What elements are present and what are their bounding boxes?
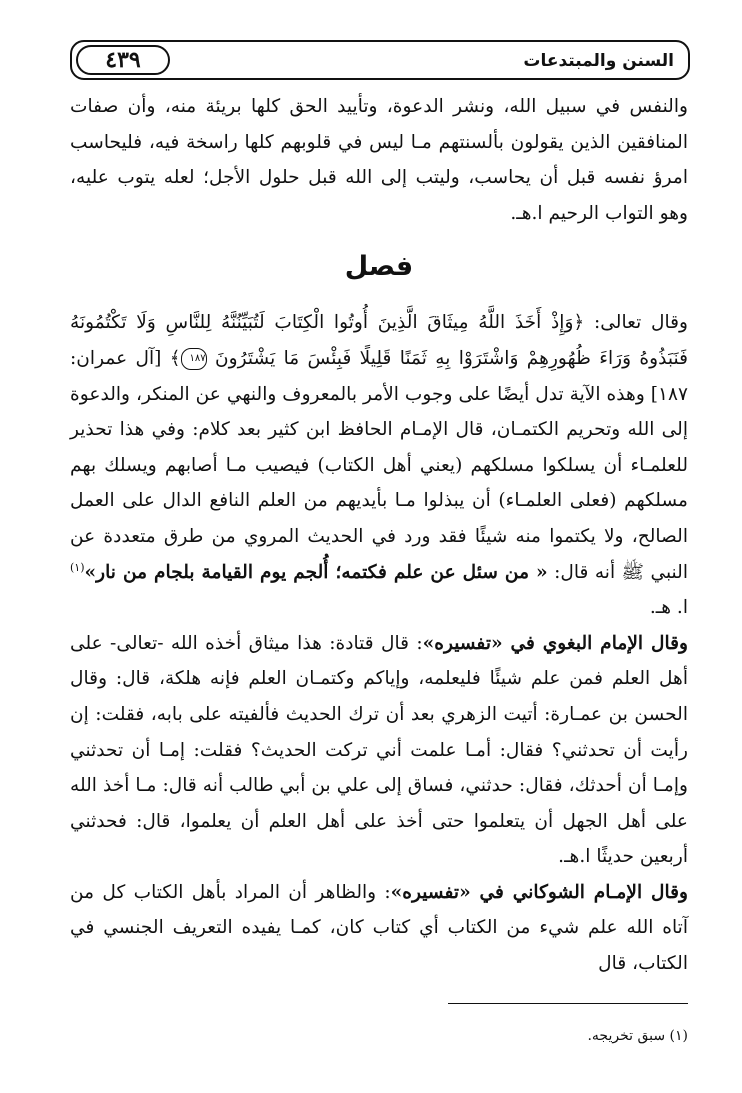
main-text	[70, 89, 688, 982]
paragraph-2-text: وهذه الآية تدل أيضًا على وجوب الأمر بالمعروف والنهي عن المنكر، والدعوة إلى الله وتحريم الكتمـان، قال الإمـام الحافظ ابن كثير بعد كلام: وفي هذا تحذير للعلمـاء أن يسلكوا مسلكهم (يعني أهل الكتاب) فيصيب مـا أصابهم ويسلك بهم مسلكهم (فعلى العلمـاء) أن يبذلوا مـا بأيديهم من العلم النافع الدال على العمل الصالح، ولا يكتموا منه شيئًا فقد ورد في الحديث المروي من طرق متعددة عن النبي ﷺ أنه قال:	[70, 383, 688, 583]
paragraph-3-lead: وقال الإمام البغوي في «تفسيره»	[422, 632, 688, 654]
paragraph-2	[70, 305, 688, 625]
footnote: (١) سبق تخريجه.	[587, 1028, 688, 1044]
section-heading: فصل	[344, 251, 414, 283]
page-header	[70, 40, 690, 80]
verse-citation: [آل عمران: ١٨٧]	[70, 347, 688, 405]
verse-close: ﴾	[169, 347, 181, 369]
paragraph-4-text: : والظاهر أن المراد بأهل الكتاب كل من آتاه الله علم شيء من الكتاب أي كتاب كان، كمـا يفيده التعريف الجنسي في الكتاب، قال	[70, 881, 688, 975]
paragraph-1: والنفس في سبيل الله، ونشر الدعوة، وتأييد الحق كلها بريئة منه، وأن صفات المنافقين الذين يقولون بألسنتهم مـا ليس في قلوبهم كلها راسخة فيه، فليحاسب امرؤ نفسه قبل أن يحاسب، وليتب إلى الله قبل حلول الأجل؛ لعله يتوب عليه، وهو التواب الرحيم ا.هـ.	[70, 96, 688, 224]
paragraph-4-lead: وقال الإمـام الشوكاني في «تفسيره»	[390, 881, 688, 903]
quran-verse: ﴿وَإِذْ أَخَذَ اللَّهُ مِيثَاقَ الَّذِينَ أُوتُوا الْكِتَابَ لَتُبَيِّنُنَّهُ لِلنَّاسِ وَلَا تَكْتُمُونَهُ فَنَبَذُوهُ وَرَاءَ ظُهُورِهِمْ وَاشْتَرَوْا بِهِ ثَمَنًا قَلِيلًا فَبِئْسَ مَا يَشْتَرُونَ	[70, 312, 688, 369]
running-title: السنن والمبتدعات	[523, 51, 674, 71]
page-number: ٤٣٩	[76, 45, 170, 75]
paragraph-4	[70, 875, 688, 982]
paragraph-2-end: ا. هـ.	[649, 597, 688, 619]
ayah-number-marker: ١٨٧	[181, 348, 207, 370]
paragraph-3	[70, 626, 688, 875]
hadith-quote: « من سئل عن علم فكتمه؛ أُلجم يوم القيامة بلجام من نار»	[84, 561, 548, 583]
paragraph-3-text: : قال قتادة: هذا ميثاق أخذه الله -تعالى- على أهل العلم فمن علم شيئًا فليعلمه، وإياكم وكتمـان العلم فإنه هلكة، قال: وقال الحسن بن عمـارة: أتيت الزهري بعد أن ترك الحديث فألفيته على بابه، فقلت: إن رأيت أن تحدثني؟ فقال: أمـا علمت أني تركت الحديث؟ فقلت: إمـا أن تحدثني وإمـا أن أحدثك، فقال: حدثني، فساق إلى علي بن أبي طالب أنه قال: مـا أخذ الله على أهل الجهل أن يتعلموا حتى أخذ على أهل العلم أن يعلموا، قال: فحدثني أربعين حديثًا ا.هـ.	[70, 632, 688, 868]
footnote-divider	[448, 1003, 688, 1004]
verse-intro: وقال تعالى:	[584, 312, 688, 334]
footnote-reference: (١)	[70, 560, 85, 574]
